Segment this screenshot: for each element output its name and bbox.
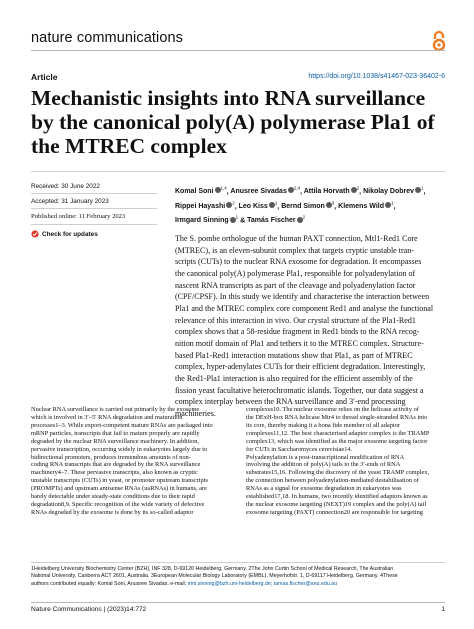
orcid-icon[interactable] [215,187,221,193]
abstract-line: complex, hyper-adenylates CUTs for their efficient degradation. Interestingly, [175,362,426,372]
abstract-line: machineries. [175,408,216,418]
orcid-icon[interactable] [230,217,236,223]
body-text-line: Nuclear RNA surveillance is carried out primarily by the exosome [31,406,200,413]
author-separator: , [359,188,364,196]
orcid-icon[interactable] [385,202,391,208]
author-name[interactable] [230,188,300,195]
body-text-line: processes1–3. While export-competent mature RNAs are packaged into [31,421,213,429]
author-affiliation-sup: 1 [274,200,278,206]
article-title: Mechanistic insights into RNA surveillance by the canonical poly(A) polymerase Pla1 of the MTREC complex [31,86,435,158]
page-number: 1 [441,606,445,613]
author-name[interactable] [338,200,394,210]
body-text-line: the DExH-box RNA helicase Mtr4 to thread single-stranded RNAs into [246,413,428,421]
author-name-text: Tamás Fischer [247,217,296,225]
body-text-line: complexes10. The nuclear exosome relies on the helicase activity of [246,406,419,413]
author-separator: , [334,202,339,210]
author-separator: , [423,188,426,196]
author-name[interactable] [281,200,335,210]
abstract-line: The S. pombe orthologue of the human PAXT connection, Mtl1-Red1 Core [175,234,418,243]
author-name-text: Irmgard Sinning [175,217,229,225]
body-text-line: degraded by the nuclear RNA surveillance machinery. In addition, [31,437,199,445]
body-text-line: (PROMPTs) and upstream antisense RNAs (uaRNAs) in humans, are [31,485,207,493]
body-text-line: substrates15,16. Following the discovery of the yeast TRAMP complex, [246,469,430,477]
footer-divider [31,602,445,603]
author-name[interactable] [175,188,227,195]
author-affiliation-sup: 1,4 [220,186,227,191]
author-name[interactable] [238,200,278,210]
affiliation-line: 1Heidelberg University Biochemistry Center (BZH), INF 328, D-69120 Heidelberg, Germany. 2The John Curtin School of Medical Research, The Australian [31,566,394,572]
check-for-updates-label: Check for updates [42,230,98,238]
author-name-text: Bernd Simon [281,202,325,210]
affiliation-line: authors contributed equally: Komal Soni, Anusree Sivadas. e-mail: irmi.sinning@bzh.uni-heidelberg.de; tamas.fischer@anu.edu.au [31,580,338,587]
body-text-line: which is involved in 3′–5′ RNA degradation and maturation [31,413,183,421]
published-date: Published online: 11 February 2023 [31,213,126,220]
abstract-line: based Pla1-Red1 interaction mutations show that Pla1, as part of MTREC [175,350,413,360]
title-divider [31,171,445,172]
author-name-text: Leo Kiss [238,202,268,210]
author-affiliation-sup: 2 [302,215,306,221]
orcid-icon[interactable] [297,217,303,223]
author-affiliation-sup: 1 [391,200,394,206]
orcid-icon[interactable] [269,202,275,208]
author-affiliation-sup: 2 [356,186,360,191]
footer-citation: Nature Communications | (2023)14:772 [31,606,147,613]
body-text-line: involving the addition of poly(A) tails to the 3′-ends of RNA [246,461,401,469]
author-name-text: Nikolay Dobrev [363,188,415,196]
orcid-icon[interactable] [326,202,332,208]
abstract-line: the canonical poly(A) polymerase Pla1, responsible for polyadenylation of [175,268,416,278]
orcid-icon[interactable] [226,202,232,208]
abstract-line: (CPF/CPSF). In this study we identify and characterise the interaction between [175,292,430,302]
abstract-line: complex shows that a 58-residue fragment in Red1 binds to the RNA recog- [175,327,420,337]
author-list [175,183,447,227]
body-text-line: barely detectable under steady-state conditions due to their rapid [31,493,195,501]
body-text-line: its core, thereby making it a bona fide member of all adaptor [246,421,400,429]
author-separator: , [226,188,231,196]
abstract [175,233,447,420]
email-link-sinning[interactable]: irmi.sinning@bzh.uni-heidelberg.de [187,580,271,587]
author-name-text: Anusree Sivadas [230,188,287,196]
update-check-icon [31,230,39,238]
body-text-line: degradation8,9. Specific recognition of the wide variety of defective [31,501,205,509]
abstract-line: the Red1-Pla1 interaction is also required for the efficient assembly of the [175,373,413,383]
body-text-line: unstable transcripts (CUTs) in yeast, or promoter upstream transcripts [31,477,208,485]
abstract-line: nascent RNA transcripts as part of the cleavage and polyadenylation factor [175,280,416,290]
body-text-line: complex13, which was identified as the major exosome targeting factor [246,437,428,445]
author-separator: & [238,217,248,225]
body-text-right-column [246,406,446,517]
abstract-line: nition motif domain of Pla1 and tethers it to the MTREC complex. Structure- [175,338,424,348]
orcid-icon[interactable] [415,187,421,193]
body-text-line: the nuclear exosome targeting (NEXT)19 complex and the poly(A) tail [246,501,427,509]
author-name[interactable] [363,188,423,195]
body-text-line: complexes11,12. The best characterised adaptor complex is the TRAMP [246,429,430,437]
author-name-text: Klemens Wild [338,202,384,210]
check-for-updates-button[interactable] [31,230,98,238]
affiliation-divider [31,562,445,563]
abstract-line: fission yeast facultative heterochromatic islands. Together, our data suggest a [175,385,424,395]
body-text-line: mRNP particles, transcripts that fail to mature properly are rapidly [31,429,200,437]
author-affiliation-sup: 2 [232,200,235,206]
accepted-date: Accepted: 31 January 2023 [31,198,109,205]
author-name-text: Attila Horvath [303,188,350,196]
meta-divider [31,224,157,225]
open-access-icon [432,30,446,52]
affiliation-line: National University, Canberra ACT 2601, Australia. 3European Molecular Biology Laboratory (EMBL), Meyerhofstr. 1, D-69117 Heidelberg, Germany. 4These [31,573,398,580]
abstract-line: Pla1 and the MTREC complex core component Red1 and analyse the functional [175,303,434,313]
author-name[interactable] [247,217,305,224]
author-name[interactable] [175,217,238,224]
author-affiliation-sup: 1 [421,186,424,191]
author-name-text: Komal Soni [175,188,214,196]
received-date: Received: 30 June 2022 [31,183,100,190]
body-text-line: coding RNA transcripts that are degraded by the RNA surveillance [31,461,201,469]
author-name[interactable] [304,188,359,195]
abstract-line: scripts (CUTs) to the nuclear RNA exosome for degradation. It encompasses [175,257,422,267]
meta-divider [31,193,157,194]
author-name[interactable] [175,200,235,210]
journal-name: nature communications [31,30,184,46]
meta-divider [31,208,157,209]
body-text-line: RNAs degraded by the exosome is done by its so-called adaptor [31,508,194,516]
author-name-text: Rippei Hayashi [175,202,226,210]
email-link-fischer[interactable]: tamas.fischer@anu.edu.au [273,580,338,587]
author-separator: , [234,202,239,210]
equal-contribution-note: authors contributed equally: Komal Soni, Anusree Sivadas. [31,580,169,587]
article-type: Article [31,72,58,82]
body-text-line: for CUTs in Saccharomyces cerevisiae14. [246,445,353,453]
body-text-line: RNAs as a signal for exosome degradation in eukaryotes was [246,485,402,493]
author-affiliation-sup: 3 [331,200,335,206]
body-text-line: machinery4–7. These pervasive transcripts, also known as cryptic [31,469,198,477]
author-separator: , [300,188,304,196]
abstract-line: complex interplay between the RNA surveillance and 3′-end processing [175,397,406,407]
author-separator: , [277,202,282,210]
orcid-icon[interactable] [351,187,357,193]
email-label: e-mail: [170,580,187,587]
abstract-line: relevance of this interaction in vivo. Our crystal structure of the Pla1-Red1 [175,315,416,325]
body-text-line: established17,18. In humans, two recently identified adaptors known as [246,493,428,501]
body-text-left-column [31,406,231,517]
doi-link[interactable]: https://doi.org/10.1038/s41467-023-36402-6 [308,73,445,80]
body-text-line: bidirectional promoters, produces tremendous amounts of non- [31,453,191,461]
body-text-line: pervasive transcription, occurring widely in eukaryotes largely due to [31,445,208,453]
author-affiliation-sup: 1 [235,215,239,221]
abstract-line: (MTREC), is an eleven-subunit complex that targets cryptic unstable tran- [175,245,414,255]
body-text-line: exosome targeting (PAXT) connection20 are responsible for targeting [246,508,423,516]
body-text-line: Polyadenylation is a post-transcriptional modification of RNA [246,453,405,461]
affiliations [31,566,451,588]
orcid-icon[interactable] [288,187,294,193]
author-separator: , [393,202,396,210]
header-divider [31,50,445,51]
author-affiliation-sup: 2,4 [293,186,301,191]
body-text-line: the connection between polyadenylation-mediated destabilisation of [246,477,419,485]
